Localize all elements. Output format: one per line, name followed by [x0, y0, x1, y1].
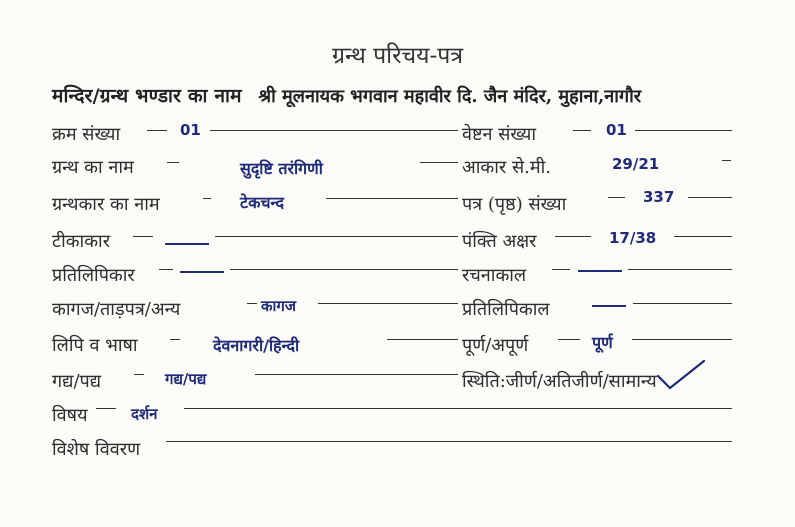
- veshtan-line-a: [573, 130, 591, 131]
- pratilipikar-line-a: [159, 269, 173, 270]
- purn-line-b: [632, 339, 732, 340]
- pratilipikaal-label: प्रतिलिपिकाल: [462, 299, 550, 320]
- vishay-line-b: [184, 408, 732, 409]
- aakar-label: आकार से.मी.: [462, 157, 552, 178]
- sthiti-label: स्थिति:जीर्ण/अतिजीर्ण/सामान्य: [462, 371, 657, 392]
- rachnakaal-line-a: [552, 269, 570, 270]
- purn-apurn-label: पूर्ण/अपूर्ण: [462, 335, 529, 356]
- veshtan-sankhya-label: वेष्टन संख्या: [462, 124, 537, 145]
- veshtan-sankhya-value: 01: [606, 121, 627, 139]
- kram-sankhya-label: क्रम संख्या: [52, 124, 121, 145]
- temple-row: [52, 82, 641, 108]
- kagaj-label: कागज/ताड़पत्र/अन्य: [52, 299, 181, 320]
- granth-naam-value: सुदृष्टि तरंगिणी: [240, 159, 323, 178]
- gadya-padya-value: गद्य/पद्य: [165, 370, 207, 388]
- teekakar-blank-mark: [165, 243, 209, 245]
- gadya-line-b: [255, 374, 458, 375]
- pratilipikar-blank-mark: [180, 271, 224, 273]
- pankti-line-b: [674, 236, 732, 237]
- purn-line-a: [558, 339, 580, 340]
- granthkar-line-a: [203, 198, 211, 199]
- teekakar-line-a: [133, 236, 153, 237]
- kagaj-line-a: [247, 303, 257, 304]
- granth-naam-label: ग्रन्थ का नाम: [52, 157, 134, 178]
- granth-naam-line-b: [420, 162, 458, 163]
- purn-apurn-value: पूर्ण: [592, 333, 613, 352]
- granth-naam-line-a: [167, 162, 179, 163]
- lipi-bhasha-label: लिपि व भाषा: [52, 335, 138, 356]
- aakar-line: [722, 160, 731, 161]
- kagaj-line-b: [318, 303, 458, 304]
- kram-sankhya-value: 01: [180, 121, 201, 139]
- aakar-value: 29/21: [612, 155, 660, 173]
- gadya-padya-label: गद्य/पद्य: [52, 371, 102, 392]
- rachnakaal-label: रचनाकाल: [462, 265, 527, 286]
- card-title: ग्रन्थ परिचय-पत्र: [331, 43, 464, 69]
- vishay-line-a: [96, 408, 116, 409]
- teekakar-label: टीकाकार: [52, 231, 111, 252]
- granthkar-naam-label: ग्रन्थकार का नाम: [52, 194, 160, 215]
- patra-sankhya-value: 337: [643, 188, 675, 206]
- vishesh-vivran-line: [166, 441, 732, 442]
- temple-label: मन्दिर/ग्रन्थ भण्डार का नाम: [52, 85, 242, 107]
- pratilipikar-line-b: [230, 269, 458, 270]
- kram-sankhya-line-a: [147, 130, 167, 131]
- kagaj-value: कागज: [261, 297, 296, 315]
- patra-sankhya-label: पत्र (पृष्ठ) संख्या: [462, 194, 567, 215]
- veshtan-line-b: [635, 130, 732, 131]
- patra-line-b: [688, 197, 732, 198]
- vishay-value: दर्शन: [131, 405, 158, 423]
- lipi-line-a: [170, 339, 180, 340]
- vishay-label: विषय: [52, 405, 88, 426]
- temple-name: श्री मूलनायक भगवान महावीर दि. जैन मंदिर, मुहाना,नागौर: [258, 86, 642, 107]
- pankti-akshar-label: पंक्ति अक्षर: [462, 231, 537, 252]
- pankti-akshar-value: 17/38: [609, 229, 657, 247]
- pratilipikar-label: प्रतिलिपिकार: [52, 265, 135, 286]
- pratilipikaal-blank-mark: [592, 305, 626, 307]
- rachnakaal-blank-mark: [578, 270, 622, 272]
- kram-sankhya-line-b: [210, 130, 458, 131]
- samanya-check-mark: [655, 358, 707, 392]
- gadya-line-a: [134, 374, 144, 375]
- lipi-line-b: [387, 339, 458, 340]
- vishesh-vivran-label: विशेष विवरण: [52, 439, 141, 460]
- teekakar-line-b: [215, 236, 458, 237]
- rachnakaal-line-b: [628, 269, 732, 270]
- pankti-line-a: [555, 236, 591, 237]
- granthkar-naam-value: टेकचन्द: [240, 193, 284, 212]
- patra-line-a: [608, 197, 625, 198]
- lipi-bhasha-value: देवनागरी/हिन्दी: [213, 336, 300, 355]
- granthkar-line-b: [326, 198, 458, 199]
- pratilipikaal-line: [633, 303, 732, 304]
